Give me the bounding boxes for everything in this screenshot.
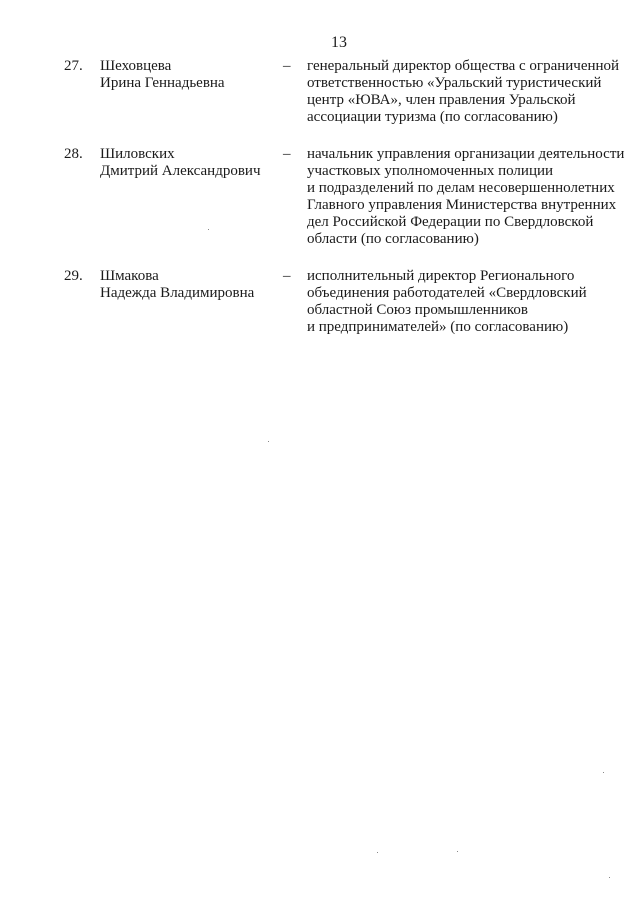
scan-speck [208,229,209,230]
position-line: ответственностью «Уральский туристический [307,75,602,91]
member-name [100,268,270,302]
position-line: центр «ЮВА», член правления Уральской [307,92,576,108]
position-line: участковых уполномоченных полиции [307,163,554,179]
scan-speck [457,851,458,852]
page-number: 13 [331,34,347,51]
member-position [307,268,619,336]
member-surname: Шиловских [100,146,175,162]
item-number: 27. [64,58,83,74]
position-line: объединения работодателей «Свердловский [307,285,587,301]
list-item [0,58,640,126]
item-number: 28. [64,146,83,162]
list-item [0,146,640,248]
member-list [0,58,640,356]
position-line: исполнительный директор Регионального [307,268,575,284]
scan-speck [609,877,610,878]
list-item [0,268,640,336]
separator-dash: – [283,268,291,284]
member-name [100,146,270,180]
member-given-names: Надежда Владимировна [100,285,255,301]
position-line: и подразделений по делам несовершеннолетних [307,180,615,196]
position-line: и предпринимателей» (по согласованию) [307,319,569,335]
position-line: Главного управления Министерства внутренних [307,197,617,213]
member-given-names: Ирина Геннадьевна [100,75,225,91]
scan-speck [377,852,378,853]
position-line: ассоциации туризма (по согласованию) [307,109,558,125]
member-given-names: Дмитрий Александрович [100,163,261,179]
member-surname: Шеховцева [100,58,172,74]
position-line: генеральный директор общества с ограниченной [307,58,620,74]
scan-speck [603,772,604,773]
item-number: 29. [64,268,83,284]
position-line: дел Российской Федерации по Свердловской [307,214,594,230]
separator-dash: – [283,146,291,162]
separator-dash: – [283,58,291,74]
position-line: областной Союз промышленников [307,302,529,318]
member-surname: Шмакова [100,268,159,284]
member-name [100,58,270,92]
scan-speck [268,441,269,442]
position-line: области (по согласованию) [307,231,479,247]
member-position [307,146,625,248]
member-position [307,58,619,126]
position-line: начальник управления организации деятельности [307,146,625,162]
